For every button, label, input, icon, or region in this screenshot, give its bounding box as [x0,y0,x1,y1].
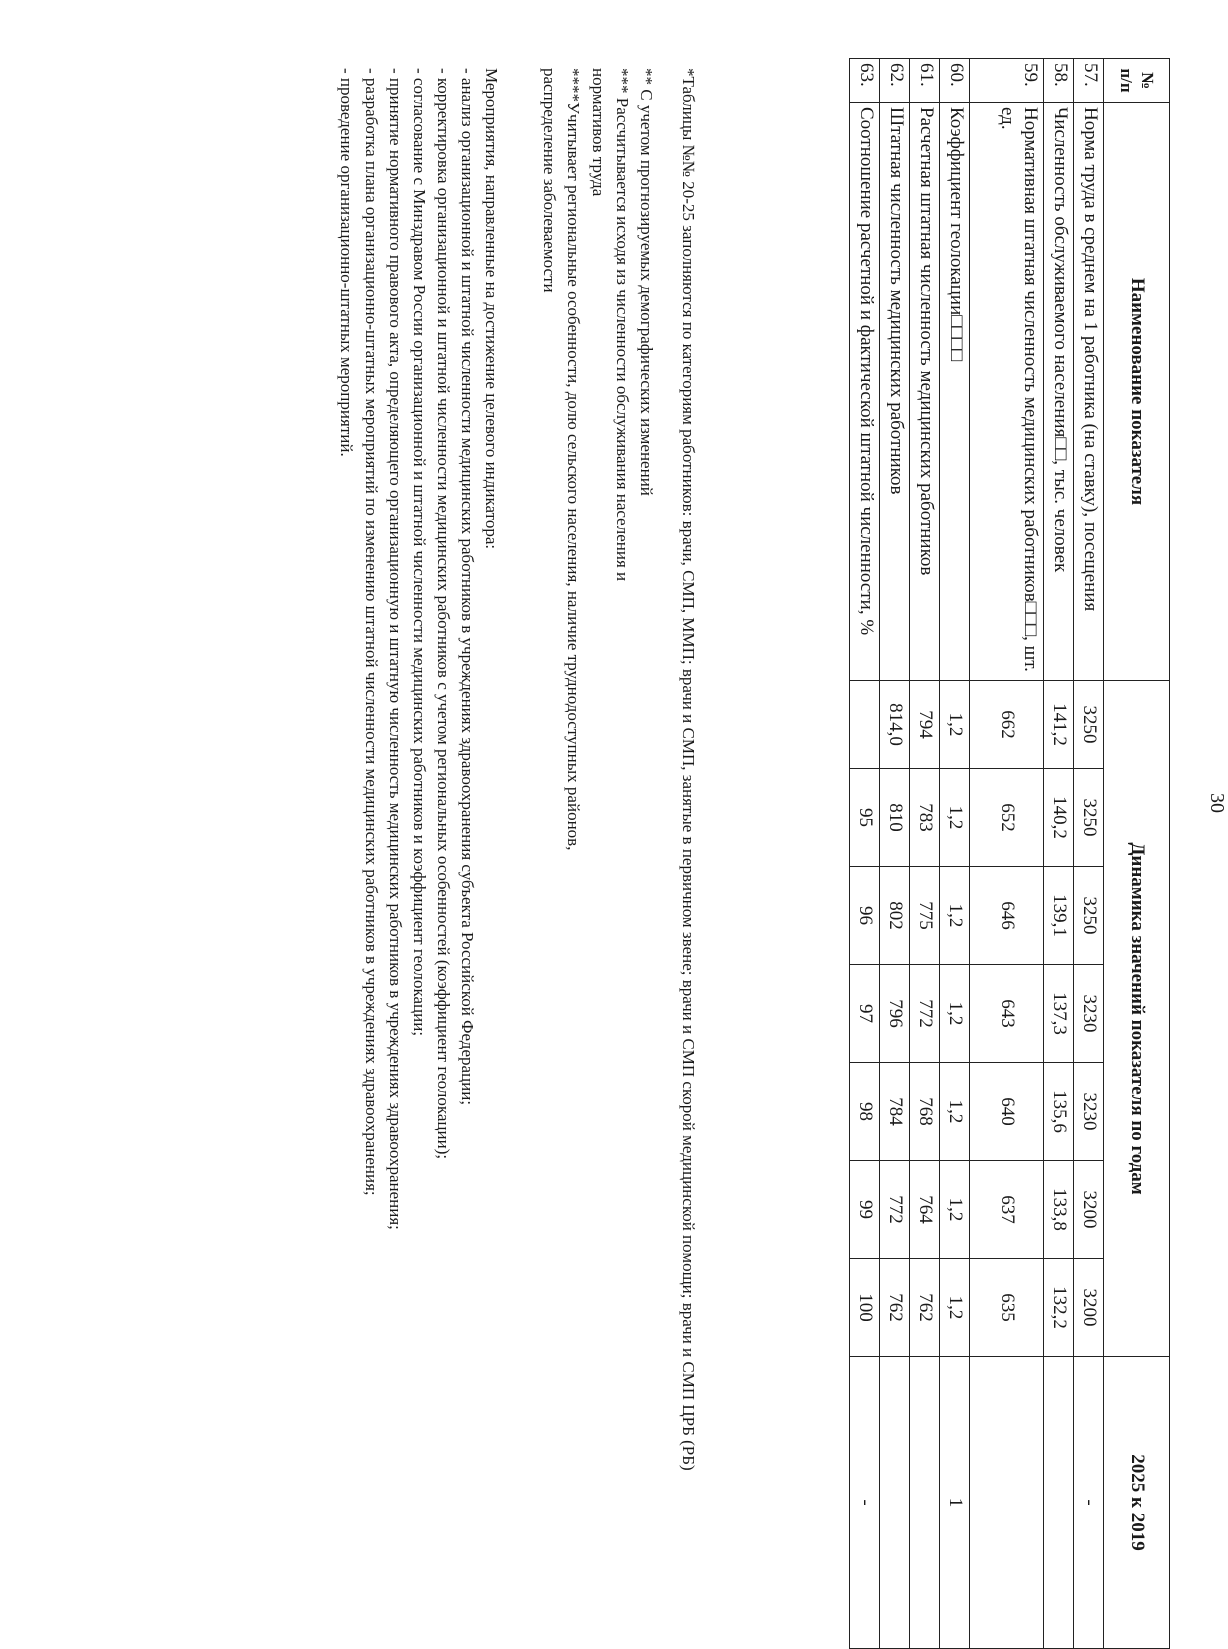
cell-ratio [880,1357,910,1649]
cell-value: 762 [910,1259,940,1357]
cell-value: 139,1 [1044,867,1074,965]
cell-value: 810 [880,769,910,867]
footnote-regional: ****Учитывает региональные особенности, долю сельского населения, наличие труднодоступных районов, [564,68,584,851]
row-name: Норма труда в среднем на 1 работника (на ставку), посещения [1074,103,1104,681]
measure-item: - разработка плана организационно-штатных мероприятий по изменению штатной численности медицинских работников в учреждениях здравоохранения; [361,68,381,1196]
cell-value: 643 [970,965,1044,1063]
cell-value: 764 [910,1161,940,1259]
rotated-page [120,28,1228,1558]
cell-ratio: - [850,1357,880,1649]
cell-value: 97 [850,965,880,1063]
cell-value: 132,2 [1044,1259,1074,1357]
row-number: 61. [910,59,940,103]
table-row [1044,59,1074,1649]
footnote-categories: *Таблицы №№ 20-25 заполняются по категориям работников: врачи, СМП, ММП; врачи и СМП, занятые в первичном звене; врачи и СМП скорой медицинской помощи; врачи и СМП ЦРБ (РБ) [679,68,698,1471]
cell-value: 133,8 [1044,1161,1074,1259]
cell-value: 784 [880,1063,910,1161]
measure-item: - проведение организационно-штатных мероприятий. [337,68,357,457]
measures-title: Мероприятия, направленные на достижение целевого индикатора: [482,68,502,550]
header-ratio: 2025 к 2019 [1104,1357,1170,1649]
measure-item: - корректировка организационной и штатной численности медицинских работников с учетом региональных особенностей (коэффициент геолокации); [434,68,453,1160]
cell-value: 1,2 [940,867,970,965]
footnote-demographic: ** С учетом прогнозируемых демографических изменений [636,68,656,496]
cell-ratio [910,1357,940,1649]
row-name: Численность обслуживаемого населения□□, тыс. человек [1044,103,1074,681]
cell-value: 1,2 [940,1161,970,1259]
cell-value: 95 [850,769,880,867]
cell-value: 137,3 [1044,965,1074,1063]
cell-value: 772 [880,1161,910,1259]
cell-value: 100 [850,1259,880,1357]
row-number: 59. [970,59,1044,103]
notes-section [334,68,700,1538]
footnote-calculation: *** Рассчитывается исходя из численности обслуживания населения и [612,68,632,582]
cell-value: 794 [910,681,940,769]
measure-item: - анализ организационной и штатной численности медицинских работников в учреждениях здравоохранения субъекта Российской Федерации; [458,68,478,1106]
cell-value: 640 [970,1063,1044,1161]
row-name: Расчетная штатная численность медицинских работников [910,103,940,681]
cell-value: 1,2 [940,769,970,867]
header-dynamics: Динамика значений показателя по годам [1104,681,1170,1357]
cell-value: 772 [910,965,940,1063]
footnote-calculation-cont: нормативов труда [588,68,608,197]
cell-value: 1,2 [940,1063,970,1161]
measure-item: - принятие нормативного правового акта, определяющего организационную и штатную численность медицинских работников в учреждениях здравоохранения; [385,68,405,1230]
cell-value: 796 [880,965,910,1063]
cell-value: 762 [880,1259,910,1357]
cell-value: 783 [910,769,940,867]
cell-value: 637 [970,1161,1044,1259]
row-name: Коэффициент геолокации□□□□ [940,103,970,681]
row-number: 57. [1074,59,1104,103]
table-row [1074,59,1104,1649]
cell-value: 96 [850,867,880,965]
cell-ratio [970,1357,1044,1649]
cell-ratio: - [1074,1357,1104,1649]
cell-value: 768 [910,1063,940,1161]
row-number: 62. [880,59,910,103]
cell-value: 99 [850,1161,880,1259]
cell-value: 635 [970,1259,1044,1357]
row-number: 58. [1044,59,1074,103]
cell-value: 775 [910,867,940,965]
cell-value: 1,2 [940,965,970,1063]
cell-value: 3200 [1074,1161,1104,1259]
table-row [940,59,970,1649]
cell-value: 662 [970,681,1044,769]
cell-value: 3250 [1074,681,1104,769]
row-number: 60. [940,59,970,103]
cell-ratio [1044,1357,1074,1649]
cell-value: 3250 [1074,769,1104,867]
cell-value: 3200 [1074,1259,1104,1357]
cell-value: 140,2 [1044,769,1074,867]
cell-value: 98 [850,1063,880,1161]
cell-value: 141,2 [1044,681,1074,769]
cell-value: 1,2 [940,681,970,769]
table-row [910,59,940,1649]
cell-ratio: 1 [940,1357,970,1649]
measure-item: - согласование с Минздравом России организационной и штатной численности медицинских работников и коэффициент геолокации; [409,68,429,1037]
table-row [850,59,880,1649]
indicator-table [849,58,1170,1649]
row-number: 63. [850,59,880,103]
cell-value: 3250 [1074,867,1104,965]
cell-value: 646 [970,867,1044,965]
row-name: Нормативная штатная численность медицинских работников□□□, шт. ед. [970,103,1044,681]
cell-value: 3230 [1074,1063,1104,1161]
footnote-regional-cont: распределение заболеваемости [540,68,560,293]
table-row [970,59,1044,1649]
cell-value: 652 [970,769,1044,867]
page-number: 30 [1206,793,1228,813]
header-no: № п/п [1104,59,1170,103]
row-name: Штатная численность медицинских работников [880,103,910,681]
cell-value: 135,6 [1044,1063,1074,1161]
row-name: Соотношение расчетной и фактической штатной численности, % [850,103,880,681]
header-name: Наименование показателя [1104,103,1170,681]
cell-value [850,681,880,769]
cell-value: 1,2 [940,1259,970,1357]
cell-value: 802 [880,867,910,965]
cell-value: 814,0 [880,681,910,769]
table-row [880,59,910,1649]
cell-value: 3230 [1074,965,1104,1063]
